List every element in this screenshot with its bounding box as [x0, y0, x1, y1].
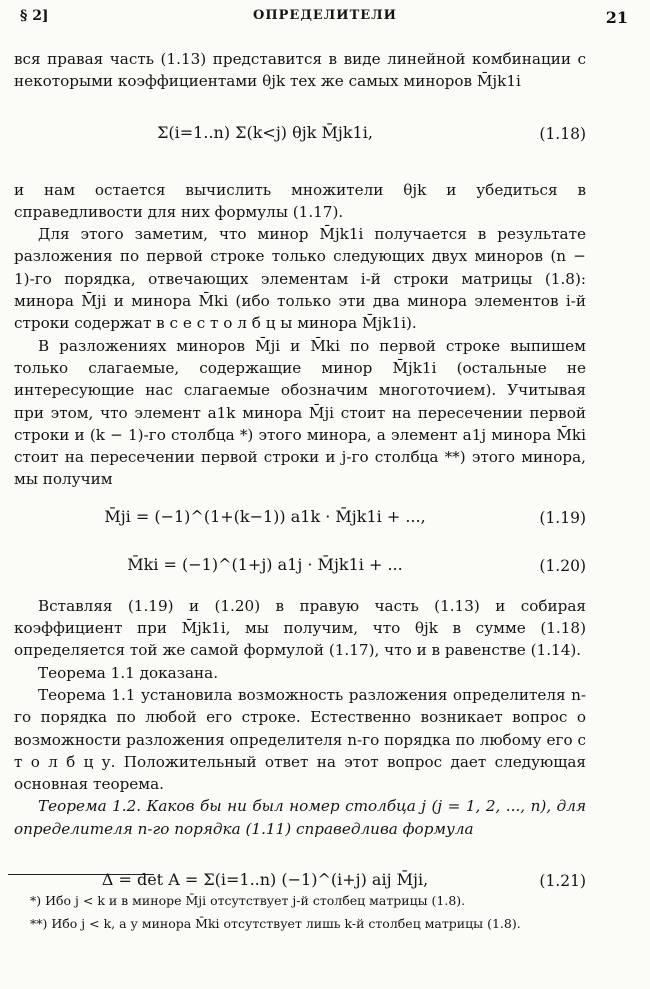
- paragraph-3: Для этого заметим, что минор M̄jk1i получается в результате разложения по первой строке только следующих двух миноров (n − 1)-го порядка, отвечающих элементам i-й строки матрицы (1.8): минора M̄ji и минора M̄ki (ибо только эти два минора элементов i-й строки содержат в с е с т о л б ц ы минора M̄jk1i).: [14, 225, 586, 333]
- equation-1-19: [14, 499, 586, 539]
- paragraph-5: Вставляя (1.19) и (1.20) в правую часть (1.13) и собирая коэффициент при M̄jk1i, мы получим, что θjk в сумме (1.18) определяется той же самой формулой (1.17), что и в равенстве (1.14).: [14, 596, 586, 660]
- equation-number: (1.19): [539, 508, 586, 527]
- equation-number: (1.18): [539, 124, 586, 143]
- equation-formula: Σ(i=1..n) Σ(k<j) θjk M̄jk1i,: [157, 122, 373, 142]
- running-title: ОПРЕДЕЛИТЕЛИ: [253, 8, 397, 23]
- equation-1-20: [14, 547, 586, 587]
- paragraph-2: и нам остается вычислить множители θjk и убедиться в справедливости для них формулы (1.17).: [14, 180, 586, 221]
- paragraph-1: вся правая часть (1.13) представится в виде линейной комбинации с некоторыми коэффициентами θjk тех же самых миноров M̄jk1i: [14, 50, 586, 91]
- equation-number: (1.20): [539, 556, 586, 575]
- equation-number: (1.21): [539, 872, 586, 891]
- footnote-divider: [8, 874, 154, 875]
- footnote-1: *) Ибо j < k и в миноре M̄ji отсутствует j-й столбец матрицы (1.8).: [30, 893, 466, 908]
- paragraph-4: В разложениях миноров M̄ji и M̄ki по первой строке выпишем только слагаемые, содержащие минор M̄jk1i (остальные не интересующие нас слагаемые обозначим многоточием). Учитывая при этом, что элемент a1k минора M̄ji стоит на пересечении первой строки и (k − 1)-го столбца *) этого минора, а элемент a1j минора M̄ki стоит на пересечении первой строки и j-го столбца **) этого минора, мы получим: [14, 336, 586, 489]
- paragraph-6: Теорема 1.1 доказана.: [38, 663, 219, 682]
- section-marker: § 2]: [20, 8, 49, 24]
- paragraph-7: Теорема 1.1 установила возможность разложения определителя n-го порядка по любой его строке. Естественно возникает вопрос о возможности разложения определителя n-го порядка по любому его с т о л б ц у. Положительный ответ на этот вопрос дает следующая основная теорема.: [14, 685, 586, 794]
- equation-1-18: [14, 107, 586, 163]
- footnote-2: **) Ибо j < k, а у минора M̄ki отсутствует лишь k-й столбец матрицы (1.8).: [30, 916, 521, 931]
- equation-formula: Δ = det A = Σ(i=1..n) (−1)^(i+j) aij M̄ji,: [101, 870, 429, 890]
- page-body: [14, 48, 586, 926]
- equation-formula: M̄ji = (−1)^(1+(k−1)) a1k · M̄jk1i + ...,: [104, 506, 426, 526]
- page-number: 21: [605, 8, 628, 27]
- equation-formula: M̄ki = (−1)^(1+j) a1j · M̄jk1i + ...: [127, 554, 403, 574]
- theorem-1-2: Теорема 1.2. Каков бы ни был номер столбца j (j = 1, 2, ..., n), для определителя n-го порядка (1.11) справедлива формула: [14, 797, 586, 838]
